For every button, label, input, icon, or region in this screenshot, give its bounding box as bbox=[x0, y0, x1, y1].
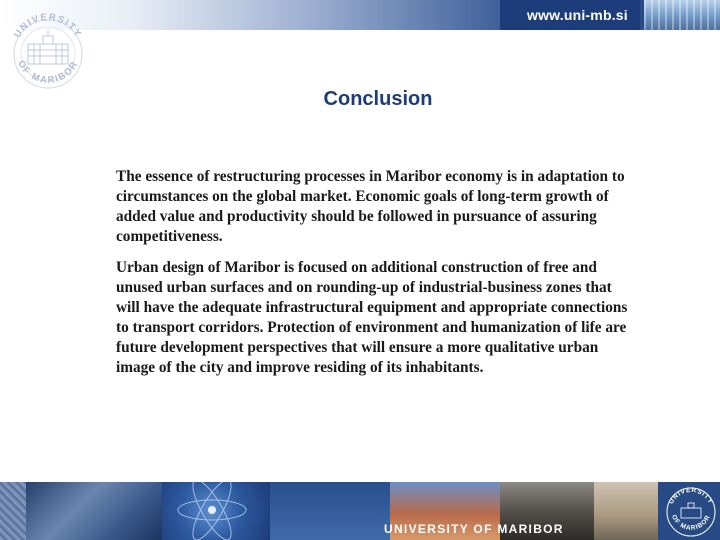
logo-text-bottom: OF MARIBOR bbox=[15, 58, 81, 87]
seal-text-top: UNIVERSITY bbox=[667, 486, 715, 506]
website-url[interactable]: www.uni-mb.si bbox=[527, 7, 628, 23]
university-seal-icon bbox=[664, 484, 718, 538]
banner-photo-city bbox=[270, 482, 390, 540]
banner-photo-atom bbox=[162, 482, 270, 540]
seal-text-bottom: OF MARIBOR bbox=[669, 513, 712, 532]
banner-photo-pattern bbox=[0, 482, 26, 540]
footer-university-name: UNIVERSITY OF MARIBOR bbox=[384, 522, 564, 536]
building-icon bbox=[28, 30, 68, 64]
paragraph-restructuring: The essence of restructuring processes in Maribor economy is in adaptation to circumstances on the global market. Economic goals of long-term growth of added value and productivity should be followed in pursuance of assuring competitiveness. bbox=[116, 168, 625, 245]
bottom-photo-banner bbox=[0, 482, 720, 540]
banner-photo-building bbox=[594, 482, 658, 540]
logo-text-top: UNIVERSITY bbox=[12, 11, 84, 40]
paragraph-urban-design: Urban design of Maribor is focused on additional construction of free and unused urban surfaces and on rounding-up of industrial-business zones that will have the adequate infrastructural equipment and appropriate connections to transport corridors. Protection of environment and humanization of life are future development perspectives that will ensure a more qualitative urban image of the city and improve residing of its inhabitants. bbox=[116, 259, 628, 376]
atom-icon bbox=[162, 482, 270, 540]
header-photo bbox=[644, 0, 720, 30]
slide-title: Conclusion bbox=[323, 88, 433, 110]
banner-photo-lab bbox=[26, 482, 162, 540]
university-logo-seal bbox=[6, 2, 90, 96]
slide-body bbox=[116, 167, 636, 389]
